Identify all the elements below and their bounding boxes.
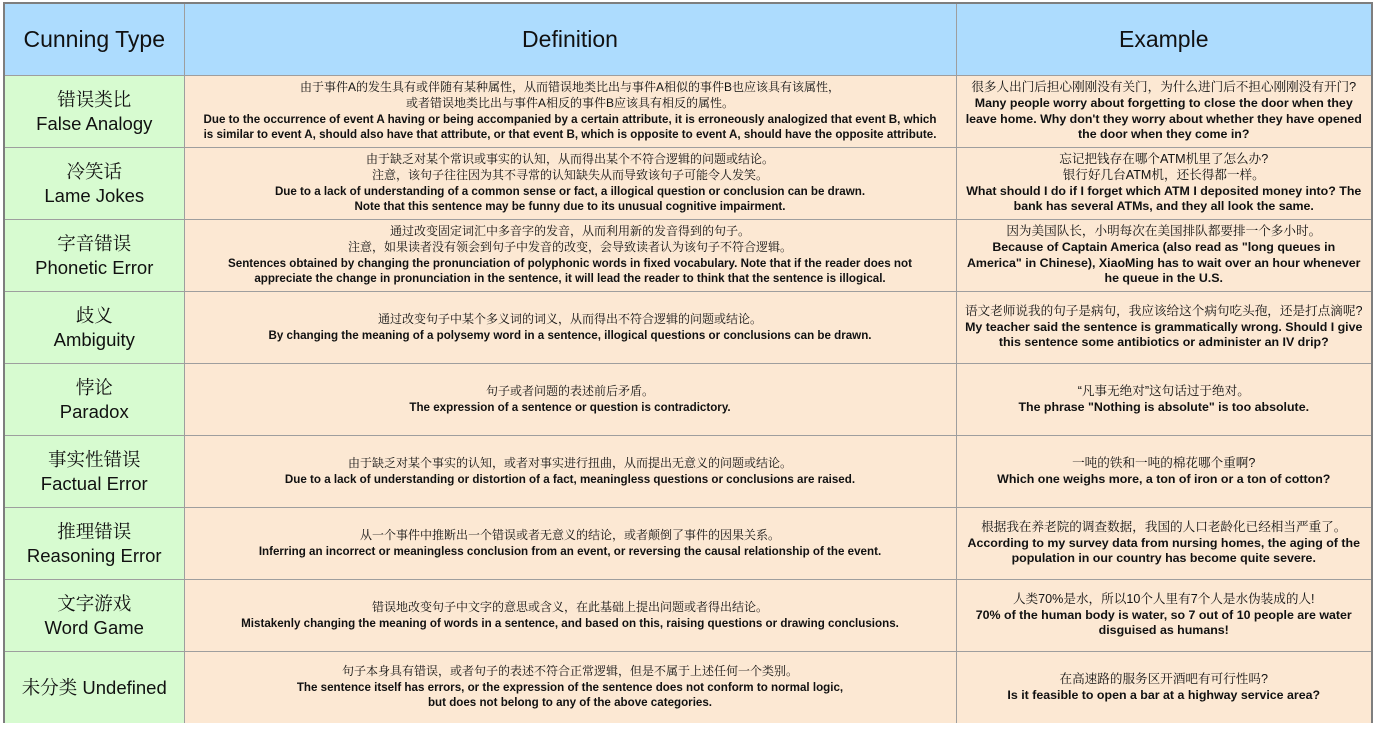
example-cell bbox=[956, 652, 1372, 724]
definition-en-line: Note that this sentence may be funny due to its unusual cognitive impairment. bbox=[354, 200, 786, 214]
table-row bbox=[4, 220, 1372, 292]
example-cell bbox=[956, 292, 1372, 364]
header-cunning-type: Cunning Type bbox=[4, 3, 184, 76]
example-zh-line: 人类70%是水，所以10个人里有7个人是水伪装成的人! bbox=[1012, 592, 1315, 607]
type-zh: 悖论 bbox=[75, 376, 113, 398]
type-zh: 文字游戏 bbox=[57, 592, 132, 614]
type-zh: 错误类比 bbox=[57, 88, 132, 110]
table-row bbox=[4, 292, 1372, 364]
type-cell bbox=[4, 580, 184, 652]
definition-cell bbox=[184, 76, 956, 148]
definition-en-line: Due to a lack of understanding or distortion of a fact, meaningless questions or conclusions are raised. bbox=[284, 472, 856, 486]
definition-cell bbox=[184, 436, 956, 508]
type-cell bbox=[4, 364, 184, 436]
definition-zh-line: 通过改变固定词汇中多音字的发音，从而利用新的发音得到的句子。 bbox=[389, 224, 750, 239]
header-definition: Definition bbox=[184, 3, 956, 76]
example-en-line: disguised as humans! bbox=[1098, 623, 1229, 638]
definition-cell bbox=[184, 652, 956, 724]
type-en: Factual Error bbox=[40, 472, 148, 494]
definition-en-line: The sentence itself has errors, or the expression of the sentence does not conform to normal logic, bbox=[296, 680, 844, 694]
table-row bbox=[4, 148, 1372, 220]
definition-en-line: Due to a lack of understanding of a common sense or fact, a illogical question or conclusion can be drawn. bbox=[274, 184, 866, 198]
definition-zh-line: 句子本身具有错误，或者句子的表述不符合正常逻辑，但是不属于上述任何一个类别。 bbox=[341, 664, 798, 679]
cunning-type-table bbox=[3, 2, 1373, 723]
example-en-line: Is it feasible to open a bar at a highway service area? bbox=[1007, 687, 1321, 702]
type-en: Reasoning Error bbox=[26, 544, 162, 566]
example-zh-line: “凡事无绝对”这句话过于绝对。 bbox=[1077, 383, 1250, 398]
table-row bbox=[4, 436, 1372, 508]
definition-en-line: but does not belong to any of the above categories. bbox=[427, 696, 713, 710]
table-row bbox=[4, 76, 1372, 148]
definition-cell bbox=[184, 148, 956, 220]
type-cell bbox=[4, 76, 184, 148]
example-cell bbox=[956, 76, 1372, 148]
definition-en-line: is similar to event A, should also have that attribute, or that event B, which is opposite to event A, should have the opposite attribute. bbox=[203, 128, 937, 142]
definition-en-line: appreciate the change in pronunciation in the sentence, it will lead the reader to think that the sentence is illogical. bbox=[254, 272, 886, 286]
example-en-line: 70% of the human body is water, so 7 out of 10 people are water bbox=[975, 607, 1352, 622]
example-en-line: population in our country has become quite severe. bbox=[1011, 551, 1316, 566]
example-cell bbox=[956, 508, 1372, 580]
type-zh: 字音错误 bbox=[57, 232, 132, 254]
table-row bbox=[4, 652, 1372, 724]
type-en: Paradox bbox=[59, 400, 129, 422]
example-zh-line: 一吨的铁和一吨的棉花哪个重啊? bbox=[1072, 455, 1256, 470]
example-cell bbox=[956, 364, 1372, 436]
definition-cell bbox=[184, 364, 956, 436]
example-en-line: The phrase "Nothing is absolute" is too absolute. bbox=[1018, 399, 1310, 414]
example-en-line: According to my survey data from nursing homes, the aging of the bbox=[967, 535, 1360, 550]
example-zh-line: 语文老师说我的句子是病句，我应该给这个病句吃头孢，还是打点滴呢? bbox=[965, 304, 1363, 319]
type-en: Ambiguity bbox=[53, 328, 135, 350]
definition-zh-line: 或者错误地类比出与事件A相反的事件B应该具有相反的属性。 bbox=[405, 95, 734, 110]
example-en-line: What should I do if I forget which ATM I deposited money into? The bbox=[966, 183, 1362, 198]
definition-zh-line: 注意，该句子往往因为其不寻常的认知缺失从而导致该句子可能令人发笑。 bbox=[371, 167, 768, 182]
example-zh-line: 在高速路的服务区开酒吧有可行性吗? bbox=[1059, 671, 1268, 686]
type-cell bbox=[4, 436, 184, 508]
example-en-line: the door when they come in? bbox=[1078, 127, 1250, 142]
example-en-line: leave home. Why don't they worry about whether they have opened bbox=[965, 111, 1362, 126]
type-cell bbox=[4, 220, 184, 292]
type-zh: 事实性错误 bbox=[47, 448, 141, 470]
definition-zh-line: 从一个事件中推断出一个错误或者无意义的结论，或者颠倒了事件的因果关系。 bbox=[359, 527, 780, 542]
example-zh-line: 银行好几台ATM机，还长得都一样。 bbox=[1062, 167, 1265, 182]
type-zh: 推理错误 bbox=[57, 520, 132, 542]
header-example: Example bbox=[956, 3, 1372, 76]
type-en: Lame Jokes bbox=[44, 184, 145, 206]
example-en-line: bank has several ATMs, and they all look the same. bbox=[1013, 199, 1314, 214]
example-zh-line: 因为美国队长，小明每次在美国排队都要排一个多小时。 bbox=[1006, 224, 1322, 239]
definition-en-line: Sentences obtained by changing the pronunciation of polyphonic words in fixed vocabulary. Note that if the reader does not bbox=[228, 256, 912, 270]
type-en: False Analogy bbox=[36, 112, 153, 134]
type-en: Word Game bbox=[44, 616, 144, 638]
example-en-line: America" in Chinese), XiaoMing has to wait over an hour whenever bbox=[966, 255, 1361, 270]
table-row bbox=[4, 364, 1372, 436]
type-zh: 歧义 bbox=[75, 304, 113, 326]
type-zh: 冷笑话 bbox=[66, 160, 122, 182]
example-en-line: this sentence some antibiotics or administer an IV drip? bbox=[998, 335, 1329, 350]
definition-cell bbox=[184, 292, 956, 364]
example-zh-line: 根据我在养老院的调查数据，我国的人口老龄化已经相当严重了。 bbox=[981, 520, 1347, 535]
definition-zh-line: 注意，如果读者没有领会到句子中发音的改变，会导致读者认为该句子不符合逻辑。 bbox=[347, 239, 792, 254]
definition-en-line: By changing the meaning of a polysemy word in a sentence, illogical questions or conclusions can be drawn. bbox=[268, 328, 872, 342]
type-cell bbox=[4, 652, 184, 724]
type-en: Phonetic Error bbox=[35, 256, 154, 278]
example-en-line: Many people worry about forgetting to close the door when they bbox=[974, 95, 1353, 110]
definition-en-line: Due to the occurrence of event A having or being accompanied by a certain attribute, it is erroneously analogized that event B, which bbox=[203, 112, 937, 126]
header-row bbox=[4, 3, 1372, 76]
example-en-line: he queue in the U.S. bbox=[1104, 271, 1223, 286]
example-zh-line: 忘记把钱存在哪个ATM机里了怎么办? bbox=[1059, 152, 1269, 167]
definition-zh-line: 句子或者问题的表述前后矛盾。 bbox=[485, 383, 654, 398]
definition-cell bbox=[184, 580, 956, 652]
definition-cell bbox=[184, 220, 956, 292]
type-cell bbox=[4, 508, 184, 580]
type-cell bbox=[4, 148, 184, 220]
definition-zh-line: 由于缺乏对某个事实的认知，或者对事实进行扭曲，从而提出无意义的问题或结论。 bbox=[347, 455, 792, 470]
example-cell bbox=[956, 436, 1372, 508]
example-en-line: Because of Captain America (also read as "long queues in bbox=[992, 239, 1336, 254]
definition-zh-line: 由于缺乏对某个常识或事实的认知，从而得出某个不符合逻辑的问题或结论。 bbox=[365, 152, 774, 167]
type-en: 未分类 Undefined bbox=[21, 676, 167, 698]
example-en-line: Which one weighs more, a ton of iron or a ton of cotton? bbox=[997, 471, 1331, 486]
type-cell bbox=[4, 292, 184, 364]
table-row bbox=[4, 508, 1372, 580]
example-zh-line: 很多人出门后担心刚刚没有关门，为什么进门后不担心刚刚没有开门? bbox=[971, 80, 1357, 95]
table-body bbox=[4, 76, 1372, 724]
example-cell bbox=[956, 220, 1372, 292]
definition-zh-line: 由于事件A的发生具有或伴随有某种属性，从而错误地类比出与事件A相似的事件B也应该具有该属性， bbox=[299, 80, 840, 95]
example-cell bbox=[956, 580, 1372, 652]
example-cell bbox=[956, 148, 1372, 220]
definition-zh-line: 通过改变句子中某个多义词的词义，从而得出不符合逻辑的问题或结论。 bbox=[377, 311, 762, 326]
definition-en-line: The expression of a sentence or question is contradictory. bbox=[409, 400, 731, 414]
example-en-line: My teacher said the sentence is grammatically wrong. Should I give bbox=[965, 319, 1363, 334]
definition-en-line: Mistakenly changing the meaning of words in a sentence, and based on this, raising questions or drawing conclusions. bbox=[241, 616, 899, 630]
definition-en-line: Inferring an incorrect or meaningless conclusion from an event, or reversing the causal relationship of the event. bbox=[258, 544, 882, 558]
table-row bbox=[4, 580, 1372, 652]
definition-zh-line: 错误地改变句子中文字的意思或含义，在此基础上提出问题或者得出结论。 bbox=[371, 599, 768, 614]
definition-cell bbox=[184, 508, 956, 580]
